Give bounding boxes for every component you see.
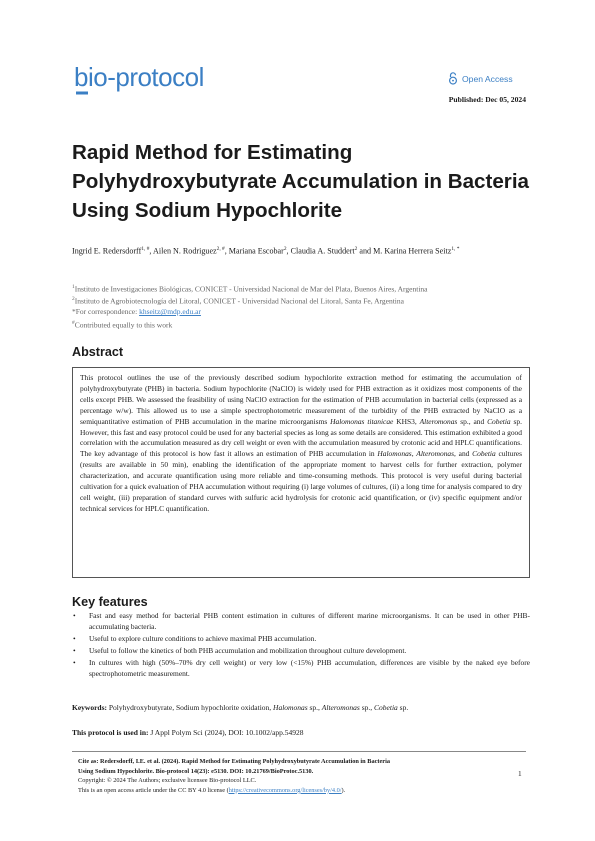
correspondence-line: *For correspondence: khseitz@mdp.edu.ar (72, 307, 201, 316)
author-name: Ingrid E. Redersdorff (72, 246, 142, 256)
article-title: Rapid Method for Estimating Polyhydroxybutyrate Accumulation in Bacteria Using Sodium Hypochlorite (72, 141, 529, 222)
list-item: • In cultures with high (50%–70% dry cell weight) or very low (<15%) PHB accumulation, differences are visible by the naked eye before spectrophotometric measurement. (73, 657, 530, 678)
equal-contribution-note: #Contributed equally to this work (72, 320, 173, 330)
author-affiliation-mark: 2 (354, 246, 358, 252)
abstract-box (72, 367, 530, 578)
author-name: Ailen N. Rodriguez (153, 246, 217, 256)
used-in-line: This protocol is used in: J Appl Polym Sci (2024), DOI: 10.1002/app.54928 (72, 728, 304, 737)
key-features-heading: Key features (72, 595, 148, 609)
author-affiliation-mark: 2, # (216, 246, 225, 252)
correspondence-email-link[interactable]: khseitz@mdp.edu.ar (139, 307, 201, 316)
page-number: 1 (518, 769, 522, 778)
logo-text: bio-protocol (74, 62, 204, 92)
key-features-list (72, 611, 530, 680)
author-name: M. Karina Herrera Seitz (373, 246, 452, 256)
abstract-heading: Abstract (72, 345, 124, 359)
author-affiliation-mark: 1, # (141, 246, 150, 252)
keywords-line: Keywords: Polyhydroxybutyrate, Sodium hypochlorite oxidation, Halomonas sp., Alteromonas sp., Cobetia sp. (72, 703, 409, 712)
published-date: Published: Dec 05, 2024 (448, 95, 526, 104)
open-access-label: Open Access (462, 73, 513, 84)
list-item: • Fast and easy method for bacterial PHB content estimation in cultures of different marine microorganisms. It can be used in other PHB-accumulating bacteria. (73, 611, 530, 631)
author-affiliation-mark: 2 (283, 246, 287, 252)
footer-divider (72, 751, 526, 752)
open-lock-icon (448, 72, 458, 85)
license-link[interactable]: https://creativecommons.org/licenses/by/4.0/ (228, 786, 342, 794)
list-item: • Useful to follow the kinetics of both PHB accumulation and mobilization throughout culture development. (73, 645, 407, 655)
bio-protocol-logo[interactable] (74, 62, 234, 96)
list-item: • Useful to explore culture conditions to achieve maximal PHB accumulation. (73, 633, 317, 643)
author-affiliation-mark: 1, * (451, 246, 460, 252)
citation-footer: Cite as: Redersdorff, I.E. et al. (2024). Rapid Method for Estimating Polyhydroxybutyrate Accumulation in Bacteria Using Sodium Hypochlorite. Bio-protocol 14(23): e5130. DOI: 10.21769/BioProtoc.5130. Copyright: © 2024 The Authors; exclusive licensee Bio-protocol LLC. This is an open access article under the CC BY 4.0 license (https://creativecommons.org/licenses/by/4.0/). (78, 758, 390, 794)
abstract-text: This protocol outlines the use of the previously described sodium hypochlorite extraction method for estimating the accumulation of polyhydroxybutyrate (PHB) in bacteria. Sodium hypochlorite (NaClO) is widely used for PHB extraction as it oxidizes most components of the cells except PHB. We assessed the feasibility of using NaClO extraction for the estimation of PHB accumulation in bacterial cells (expressed as a percentage w/w). This allowed us to use a simple spectrophotometric measurement of the turbidity of the PHB extracted by NaClO as a semiquantitative estimation of PHB accumulation in the marine microorganisms Halomonas titanicae KHS3, Alteromonas sp., and Cobetia sp. However, this fast and easy protocol could be used for any bacterial species as long as some details are considered. This estimation exhibited a good correlation with the accumulation measured as dry cell weight or even with the accumulation measured by crotonic acid and HPLC quantifications. The key advantage of this protocol is how fast it allows an estimation of PHB accumulation in Halomonas, Alteromonas, and Cobetia cultures (results are available in 50 min), enabling the identification of the appropriate moment to harvest cells for further extraction, polymer characterization, and accurate quantification using more reliable and time-consuming methods. This protocol is very useful during bacterial cultivation for a quick evaluation of PHA accumulation without requiring (i) large volumes of cultures, (ii) a long time for analysis compared to dry cell weight, (iii) preparation of standard curves with sulfuric acid hydrolysis for crotonic acid quantification, or (iv) specific equipment and/or technical services for HPLC quantification. (80, 373, 522, 513)
author-name: Claudia A. Studdert (290, 246, 355, 256)
open-access-badge (448, 72, 513, 85)
author-name: Mariana Escobar (228, 246, 284, 256)
affiliation-1: $^1$Instituto de Investigaciones Biológicas, CONICET - Universidad Nacional de Mar del Plata, Buenos Aires, Argentina (72, 284, 428, 294)
affiliation-2: $^2$Instituto de Agrobiotecnología del Litoral, CONICET - Universidad Nacional del Litoral, Santa Fe, Argentina (72, 296, 404, 306)
author-list: Ingrid E. Redersdorff$^{1, \#}$, Ailen N. Rodriguez$^{2, \#}$, Mariana Escobar$^2$, Claudia A. Studdert$^2$ and M. Karina Herrera Seitz$^{1, *}$ (72, 246, 460, 256)
